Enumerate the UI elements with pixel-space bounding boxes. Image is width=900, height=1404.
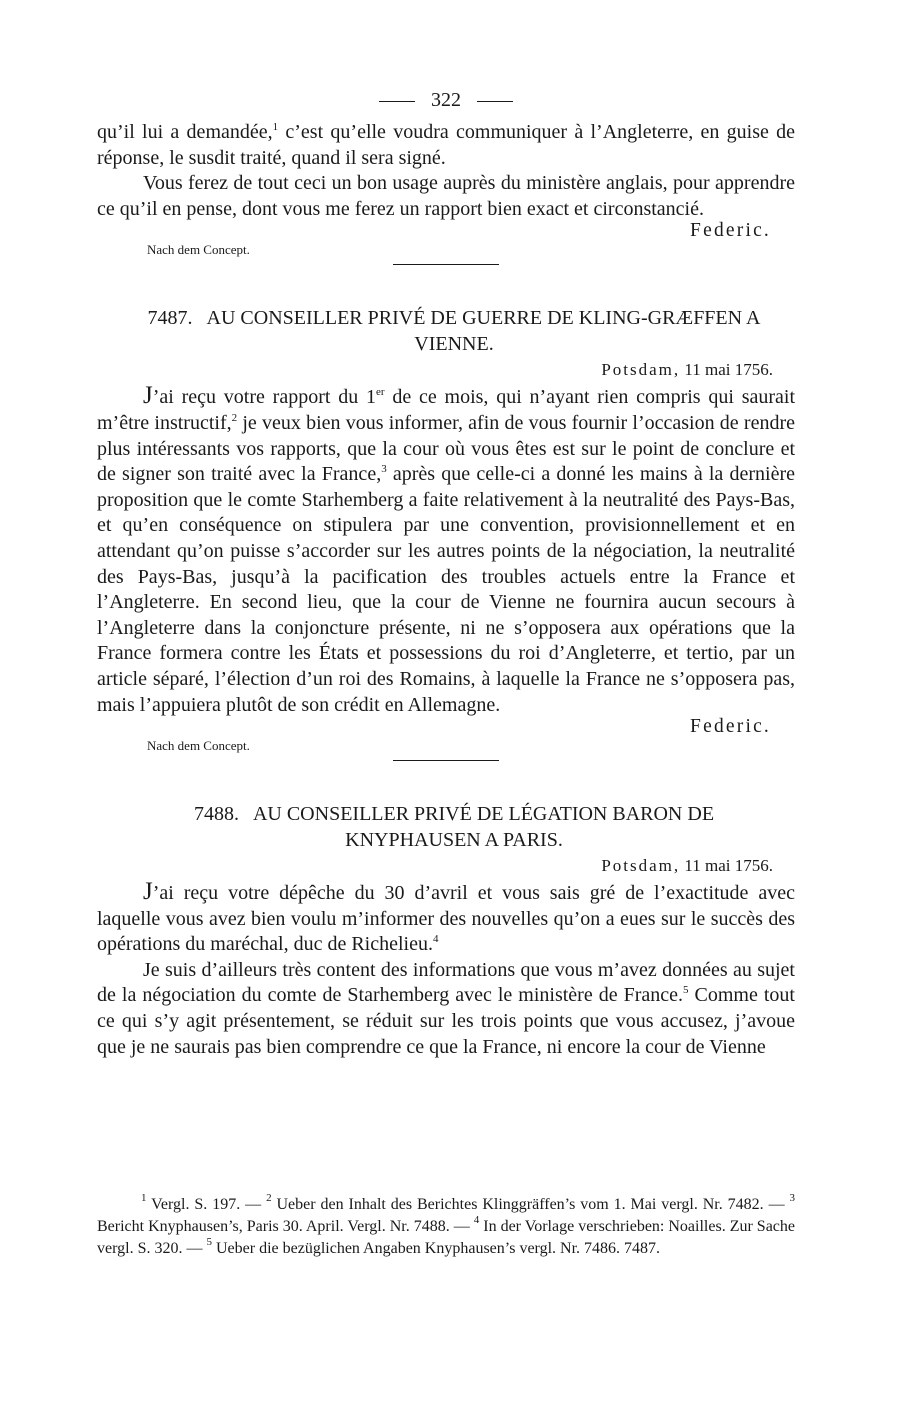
footnote-text: Ueber die bezüglichen Angaben Knyphausen’s vergl. Nr. 7486. 7487. [211, 1240, 661, 1257]
source-note: Nach dem Concept. [147, 242, 250, 258]
letter-body-7488-p1 [97, 879, 795, 958]
dateline-date: 11 mai 1756. [684, 360, 773, 380]
body-text: Je suis d’ailleurs très content des informations que vous m’avez données au sujet de la négociation du comte de Starhemberg avec le ministère de France. [97, 958, 795, 1007]
footnote-ref-3: 3 [381, 463, 387, 476]
footnote-ref-2: 2 [231, 411, 238, 424]
footnote-number: 2 [266, 1192, 272, 1204]
body-text: ’ai reçu votre dépêche du 30 d’avril et vous sais gré de l’exactitude avec laquelle vous avez bien voulu m’informer des nouvelles qu’on a eues sur le succès des opérations du maréchal, duc de Richelieu. [97, 882, 795, 956]
letter-title: AU CONSEILLER PRIVÉ DE GUERRE DE KLING-GRÆFFEN A VIENNE. [206, 307, 761, 356]
footnote-text: Vergl. S. 197. — [146, 1196, 267, 1213]
page-number [97, 86, 795, 114]
intro-paragraph-2: Vous ferez de tout ceci un bon usage auprès du ministère anglais, pour apprendre ce qu’il en pense, dont vous me ferez un rapport bien exact et circonstancié. [97, 172, 795, 220]
page-body [97, 86, 795, 1060]
page-number-text: 322 [431, 89, 461, 111]
body-text: de ce mois, qui n’ayant rien compris qui saurait m’être instructif, [97, 386, 796, 434]
letter-body-7488-p2 [97, 958, 795, 1060]
dateline-7488 [97, 853, 795, 879]
section-divider [393, 760, 499, 761]
drop-cap: J [143, 382, 153, 410]
footnote-text: In der Vorlage verschrieben: Noailles. Zur Sache vergl. S. 320. — [97, 1218, 796, 1257]
drop-cap: J [143, 878, 153, 906]
intro-paragraph-1 [97, 120, 795, 171]
footnote-ref-4: 4 [433, 933, 439, 946]
footnote-number: 1 [141, 1192, 147, 1204]
body-text: ’ai reçu votre rapport du 1 [152, 386, 376, 409]
footnote-text: Ueber den Inhalt des Berichtes Klinggräffen’s vom 1. Mai vergl. Nr. 7482. — [271, 1196, 790, 1213]
dateline-place: Potsdam, [601, 360, 681, 380]
letter-heading-7488 [97, 801, 795, 853]
source-note: Nach dem Concept. [147, 738, 250, 754]
body-text: Comme tout ce qui s’y agit présentement, se réduit sur les trois points que vous accusez, j’avoue que je ne saurais pas bien comprendre ce que la France, ni encore la cour de Vienne [97, 984, 795, 1058]
signature-row-intro [97, 222, 795, 248]
footnote-text: Bericht Knyphausen’s, Paris 30. April. Vergl. Nr. 7488. — [97, 1218, 474, 1235]
dateline-7487 [97, 357, 795, 383]
intro-text-cont: c’est qu’elle voudra communiquer à l’Angleterre, en guise de réponse, le susdit traité, quand il sera signé. [97, 121, 795, 169]
body-text: je veux bien vous informer, afin de vous fournir l’occasion de rendre plus intéressants vos rapports, que la cour où vous êtes est sur le point de conclure et de signer son traité avec la France, [97, 411, 795, 486]
signature: Federic. [690, 220, 771, 242]
signature: Federic. [690, 716, 771, 738]
page-number-dash-left [379, 101, 415, 102]
letter-heading-7487 [97, 305, 795, 357]
footnote-number: 3 [789, 1192, 796, 1204]
letter-number: 7487. [147, 307, 193, 330]
footnotes [97, 1194, 795, 1260]
footnote-ref-1: 1 [272, 121, 279, 133]
footnote-number: 5 [206, 1236, 212, 1248]
footnote-ref-5: 5 [683, 984, 689, 997]
dateline-place: Potsdam, [601, 856, 681, 876]
page-number-dash-right [477, 101, 513, 102]
superscript-er: er [376, 386, 385, 399]
dateline-date: 11 mai 1756. [684, 856, 773, 876]
intro-text: qu’il lui a demandée, [97, 121, 273, 143]
letter-number: 7488. [193, 803, 239, 826]
letter-body-7487 [97, 383, 795, 718]
section-divider [393, 264, 499, 265]
footnote-number: 4 [473, 1214, 480, 1226]
signature-row-7487 [97, 718, 795, 744]
letter-title: AU CONSEILLER PRIVÉ DE LÉGATION BARON DE KNYPHAUSEN A PARIS. [252, 803, 715, 852]
footnote-block [97, 1194, 795, 1260]
body-text: après que celle-ci a donné les mains à la dernière proposition que le comte Starhemberg a faite relativement à la neutralité des Pays-Bas, et qu’en conséquence on stipulera par une convention, provisionnellement et en attendant qu’on puisse s’accorder sur les autres points de la négociation, la neutralité des Pays-Bas, jusqu’à la pacification des troubles actuels entre la France et l’Angleterre. En second lieu, que la cour de Vienne ne fournira aucun secours à l’Angleterre dans la conjoncture présente, ni ne s’opposera aux opérations que la France formera contre les États et possessions du roi d’Angleterre, et tertio, par un article séparé, l’élection d’un roi des Romains, à laquelle la France ne s’opposera pas, mais l’appuiera plutôt de son crédit en Allemagne. [97, 463, 795, 716]
